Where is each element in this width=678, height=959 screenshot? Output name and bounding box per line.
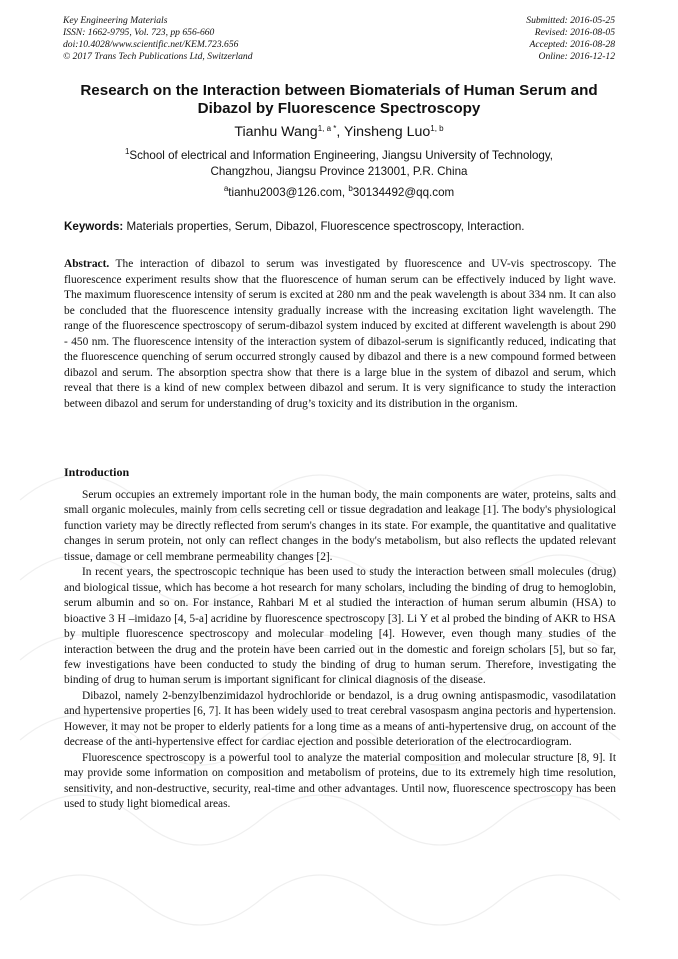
intro-paragraph: Dibazol, namely 2-benzylbenzimidazol hydrochloride or bendazol, is a drug owning antispasmodic, vasodilatation and hypertensive properties [6, 7]. It has been widely used to treat cerebral vasospasm angina pectoris and hypertension. However, it may not be proper to elderly patients for a long time as a means of anti-hypertensive drug, on account of the decrease of the anti-hypertensive effect for cardiac ejection and possible deterioration of the electrocardiogram. (64, 689, 616, 749)
paper-title (40, 82, 638, 118)
affiliation-line-1: School of electrical and Information Engineering, Jiangsu University of Technology, (129, 149, 554, 162)
section-heading-introduction: Introduction (64, 465, 130, 479)
author-2: Yinsheng Luo (344, 124, 431, 140)
journal-name: Key Engineering Materials (63, 15, 168, 26)
email-b[interactable]: 30134492@qq.com (352, 186, 455, 199)
accepted-date: Accepted: 2016-08-28 (529, 39, 615, 50)
affiliation (40, 148, 638, 179)
author-list (40, 123, 638, 141)
email-a[interactable]: tianhu2003@126.com (228, 186, 342, 199)
introduction-body (64, 488, 616, 813)
keywords-label: Keywords: (64, 220, 124, 233)
title-line-1: Research on the Interaction between Biomaterials of Human Serum and (80, 82, 598, 99)
issn: ISSN: 1662-9795, Vol. 723, pp 656-660 (63, 27, 215, 38)
revised-date: Revised: 2016-08-05 (534, 27, 615, 38)
email-b-marker: b (348, 184, 353, 193)
online-date: Online: 2016-12-12 (538, 51, 615, 62)
author-2-marker: 1, b (430, 124, 444, 133)
author-separator: , (336, 124, 345, 140)
affiliation-line-2: Changzhou, Jiangsu Province 213001, P.R. China (210, 164, 468, 178)
email-a-marker: a (223, 184, 229, 193)
intro-paragraph: Fluorescence spectroscopy is a powerful tool to analyze the material composition and molecular structure [8, 9]. It may provide some information on composition and metabolism of proteins, due to its extremely high time resolution, sensitivity, and non-destructive, security, real-time and other advantages. Until now, fluorescence spectroscopy has been used to study light biomedical areas. (64, 751, 616, 811)
intro-paragraph: Serum occupies an extremely important role in the human body, the main components are water, proteins, salts and small organic molecules, mainly from cells secreting cell or tissue degradation and leakage [1]. The body's physiological function variety may be directly reflected from serum's changes in its state. For example, the quantitative and qualitative changes in serum protein, not only can reflect changes in the body's metabolism, but also reflects the updated relevant tissue, damage or cell membrane permeability changes [2]. (64, 489, 616, 563)
abstract-label: Abstract. (64, 258, 110, 270)
keywords (64, 220, 616, 234)
abstract-text: The interaction of dibazol to serum was investigated by fluorescence and UV-vis spectroscopy. The fluorescence experiment results show that the fluorescence of human serum can be effectively induced by light wave. The maximum fluorescence intensity of serum is excited at 280 nm and the peak wavelength is about 334 nm. It can also be concluded that the fluorescence intensity gradually increase with the increasing excitation light wavelength. The range of the fluorescence spectroscopy of serum-dibazol system induced by excited at different wavelength is about 290 - 450 nm. The fluorescence intensity of the interaction system of dibazol-serum is significantly reduced, indicating that the fluorescence quenching of serum occurred strongly caused by dibazol and there is a new compound formed between dibazol and serum. The absorption spectra show that there is a large blue in the system of dibazol and serum, which reveal that there is a kind of new complex between dibazol and serum. It is very significance to study the interaction between dibazol and serum for understanding of drug’s toxicity and its distribution in the organism. (64, 258, 616, 410)
header-left (63, 15, 253, 63)
email-separator: , (341, 186, 349, 199)
doi: doi:10.4028/www.scientific.net/KEM.723.656 (63, 39, 239, 50)
header-right (526, 15, 615, 63)
intro-paragraph: In recent years, the spectroscopic technique has been used to study the interaction between small molecules (drug) and biological tissue, which has become a hot research for many scholars, including the binding of drug to hemoglobin, serum albumin and so on. For instance, Rahbari M et al studied the interaction of human serum albumin (HSA) to bioactive 3 H –imidazo [4, 5-a] acridine by fluorescence spectroscopy [3]. Li Y et al probed the binding of AKR to HSA by multiple fluorescence spectroscopy and molecular modeling [4]. However, even though many studies of the interaction between the drug and the protein have been carried out in the domestic and foreign scholars [5], but so far, few investigations have been conducted to study the binding of drug to human serum. Therefore, investigating the binding of drug to human serum is important significant for clinical diagnosis of the disease. (64, 566, 616, 687)
abstract (64, 257, 616, 412)
author-emails (40, 185, 638, 200)
keywords-text: Materials properties, Serum, Dibazol, Fluorescence spectroscopy, Interaction. (123, 220, 525, 233)
author-1-marker: 1, a * (317, 124, 337, 133)
author-1: Tianhu Wang (234, 124, 318, 140)
copyright: © 2017 Trans Tech Publications Ltd, Switzerland (63, 51, 253, 62)
affiliation-marker: 1 (124, 147, 130, 156)
submitted-date: Submitted: 2016-05-25 (526, 15, 615, 26)
title-line-2: Dibazol by Fluorescence Spectroscopy (197, 100, 481, 117)
